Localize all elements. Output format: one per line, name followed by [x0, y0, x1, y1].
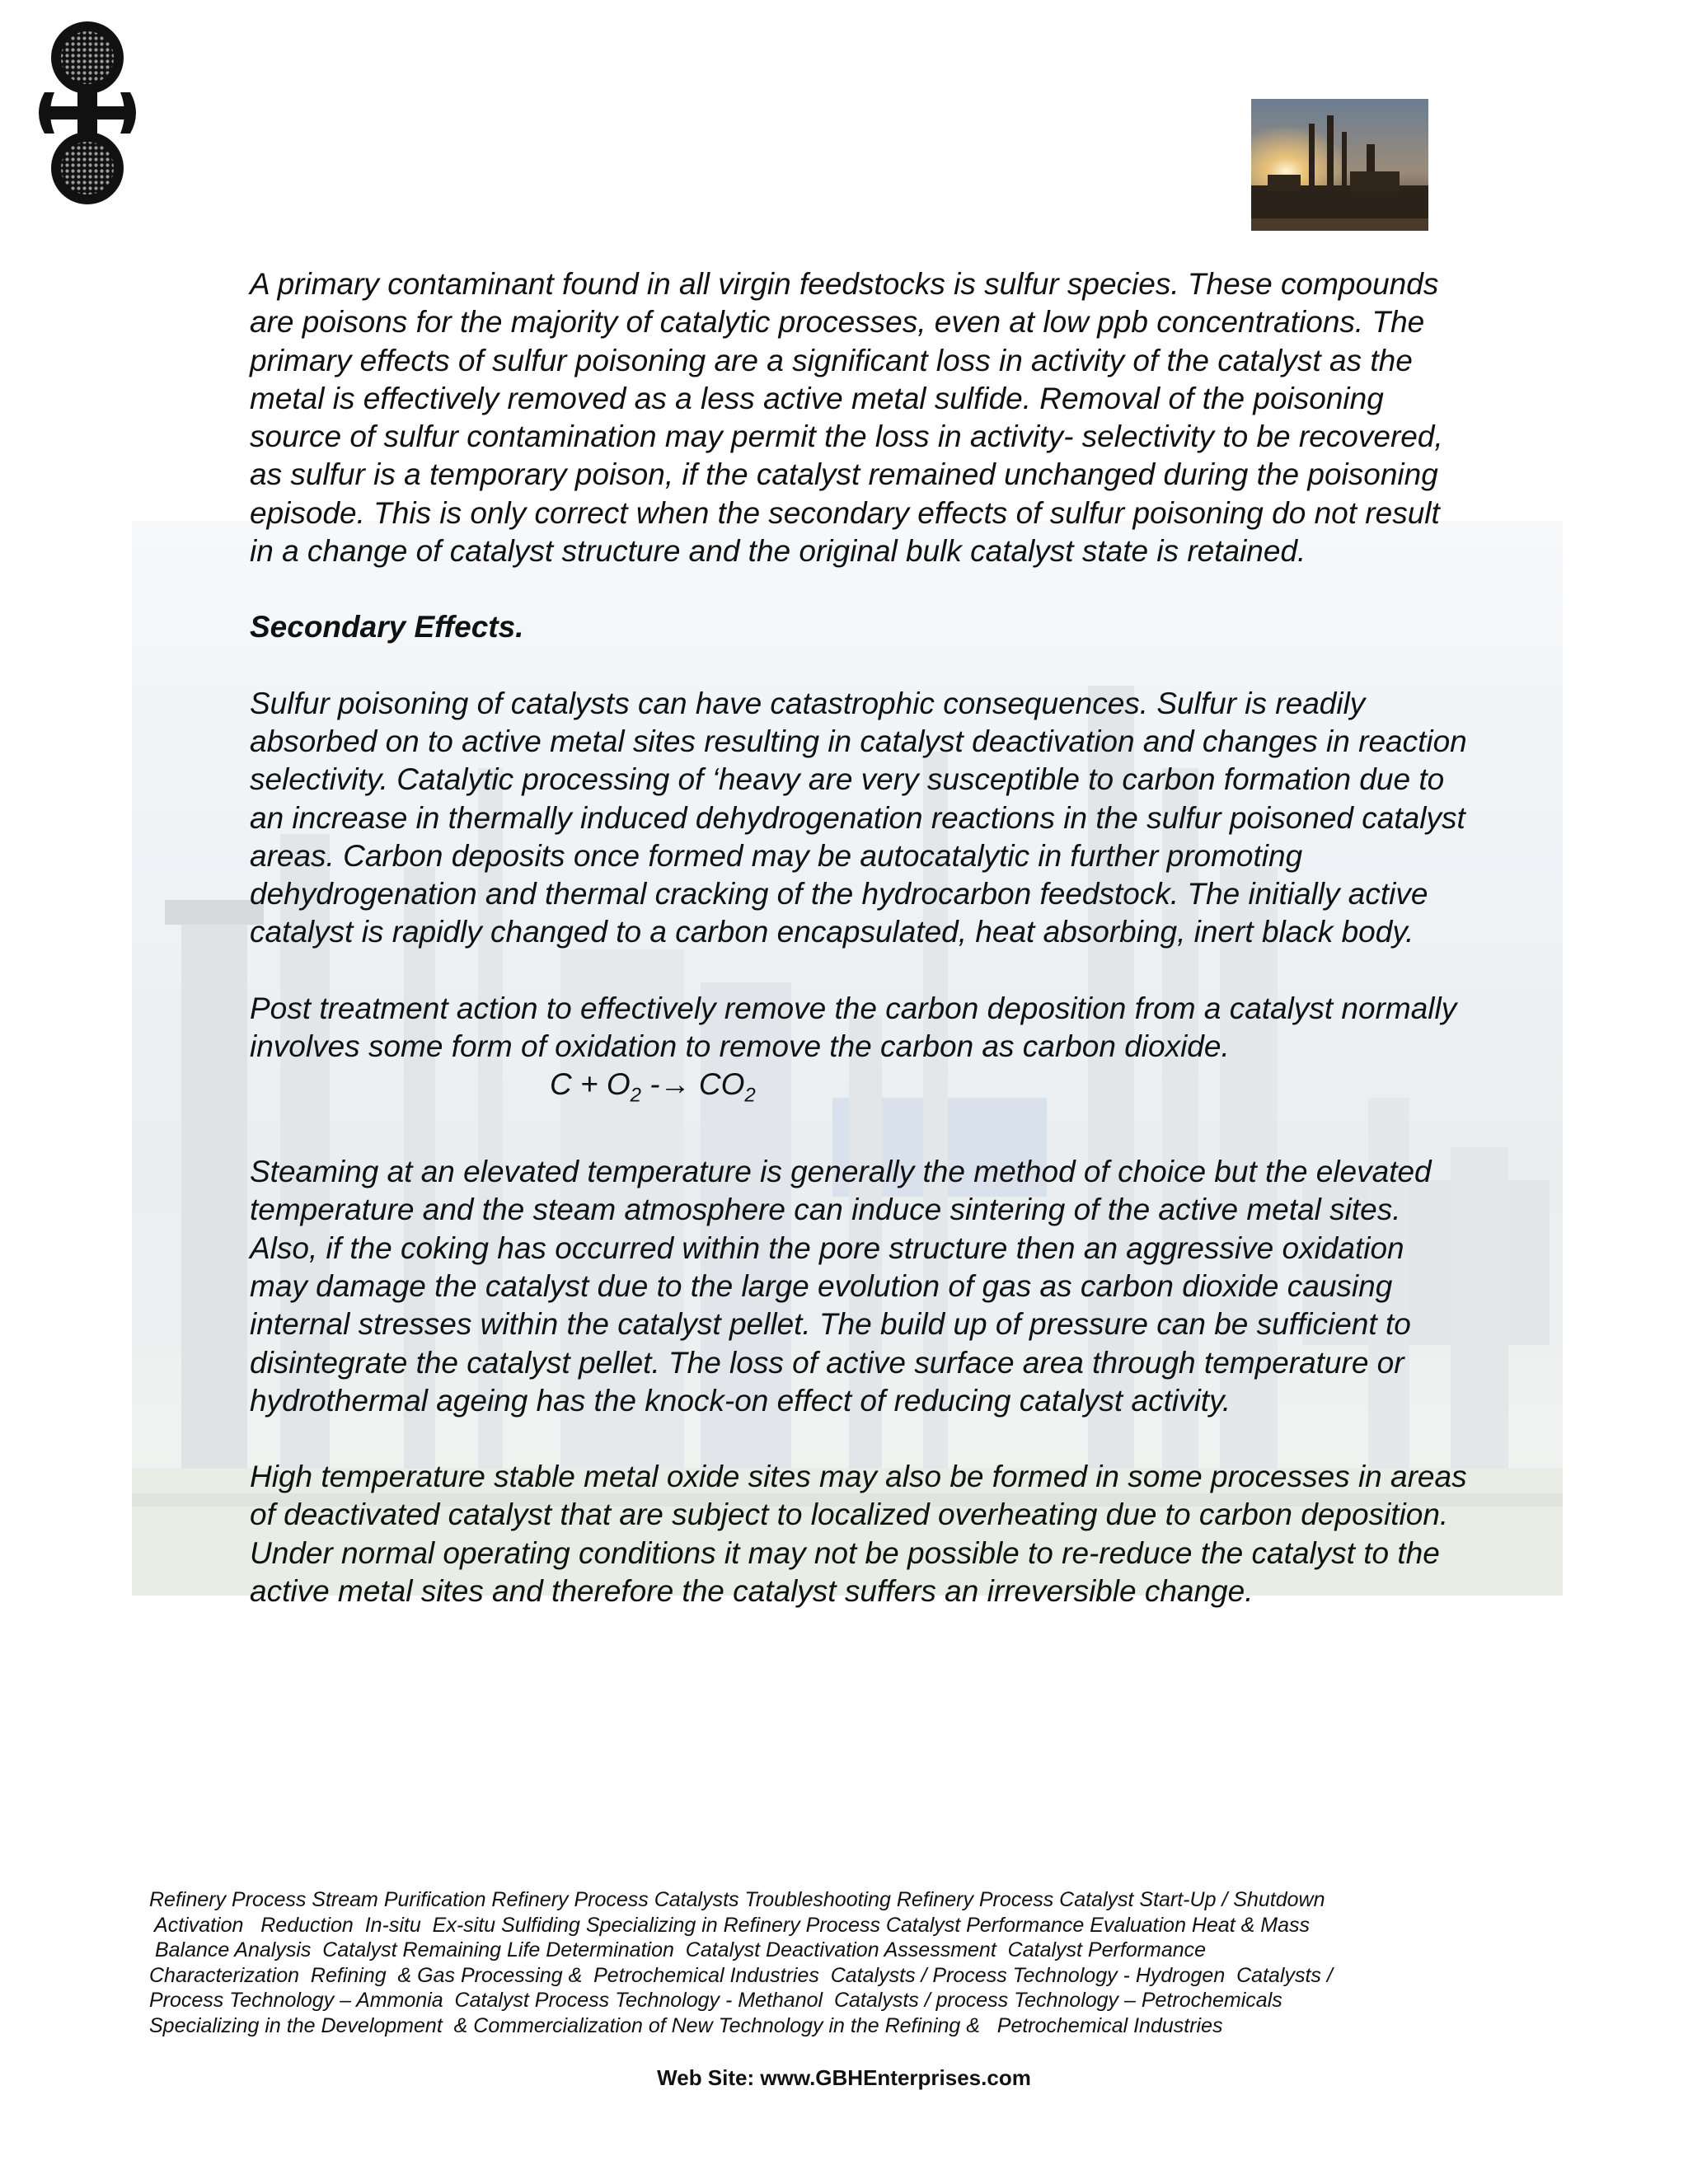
equation-left-subscript: 2	[630, 1084, 642, 1107]
paragraph-metal-oxide-sites: High temperature stable metal oxide sites may also be formed in some processes in areas of deactivated catalyst that are subject to localized overheating due to carbon deposition. Under normal operating conditions it may not be possible to re-reduce the catalyst to the active metal sites and therefore the catalyst suffers an irreversible change.	[250, 1460, 1467, 1608]
equation-carbon-oxidation	[250, 1066, 1470, 1115]
refinery-sunset-photo-icon	[1251, 99, 1428, 231]
gbh-enterprises-logo-icon	[30, 18, 145, 208]
footer-line: Process Technology – Ammonia Catalyst Process Technology - Methanol Catalysts / process Technology – Petrochemicals	[149, 1989, 1282, 2013]
equation-right-subscript: 2	[744, 1084, 756, 1107]
footer-line: Balance Analysis Catalyst Remaining Life Determination Catalyst Deactivation Assessment Catalyst Performance	[149, 1938, 1207, 1962]
equation-left: C + O	[550, 1067, 631, 1102]
footer-line: Characterization Refining & Gas Processing & Petrochemical Industries Catalysts / Process Technology - Hydrogen Catalysts /	[149, 1963, 1333, 1987]
document-body	[250, 265, 1470, 1610]
paragraph-steaming: Steaming at an elevated temperature is generally the method of choice but the elevated temperature and the steam atmosphere can induce sintering of the active metal sites. Also, if the coking has occurred within the pore structure then an aggressive oxidation may damage the catalyst due to the large evolution of gas as carbon dioxide causing internal stresses within the catalyst pellet. The build up of pressure can be sufficient to disintegrate the catalyst pellet. The loss of active surface area through temperature or hydrothermal ageing has the knock-on effect of reducing catalyst activity.	[250, 1155, 1432, 1418]
footer-line: Activation Reduction In-situ Ex-situ Sulfiding Specializing in Refinery Process Catalyst Performance Evaluation Heat & Mass	[149, 1913, 1311, 1937]
footer-website: Web Site: www.GBHEnterprises.com	[657, 2065, 1031, 2090]
equation-arrow: -→	[641, 1067, 699, 1102]
equation-right: CO	[698, 1067, 745, 1102]
footer-services	[149, 1887, 1451, 2039]
footer-line: Specializing in the Development & Commercialization of New Technology in the Refining & Petrochemical Industries	[149, 2013, 1223, 2037]
paragraph-sulfur-poisoning: Sulfur poisoning of catalysts can have catastrophic consequences. Sulfur is readily absorbed on to active metal sites resulting in catalyst deactivation and changes in reaction selectivity. Catalytic processing of ‘heavy are very susceptible to carbon formation due to an increase in thermally induced dehydrogenation reactions in the sulfur poisoned catalyst areas. Carbon deposits once formed may be autocatalytic in further promoting dehydrogenation and thermal cracking of the hydrocarbon feedstock. The initially active catalyst is rapidly changed to a carbon encapsulated, heat absorbing, inert black body.	[250, 686, 1467, 949]
paragraph-post-treatment: Post treatment action to effectively remove the carbon deposition from a catalyst normally involves some form of oxidation to remove the carbon as carbon dioxide.	[250, 991, 1457, 1064]
footer-line: Refinery Process Stream Purification Refinery Process Catalysts Troubleshooting Refinery Process Catalyst Start-Up / Shutdown	[149, 1888, 1325, 1911]
heading-secondary-effects: Secondary Effects.	[250, 610, 524, 644]
paragraph-sulfur-contaminant: A primary contaminant found in all virgin feedstocks is sulfur species. These compounds are poisons for the majority of catalytic processes, even at low ppb concentrations. The primary effects of sulfur poisoning are a significant loss in activity of the catalyst as the metal is effectively removed as a less active metal sulfide. Removal of the poisoning source of sulfur contamination may permit the loss in activity- selectivity to be recovered, as sulfur is a temporary poison, if the catalyst remained unchanged during the poisoning episode. This is only correct when the secondary effects of sulfur poisoning do not result in a change of catalyst structure and the original bulk catalyst state is retained.	[250, 267, 1443, 569]
